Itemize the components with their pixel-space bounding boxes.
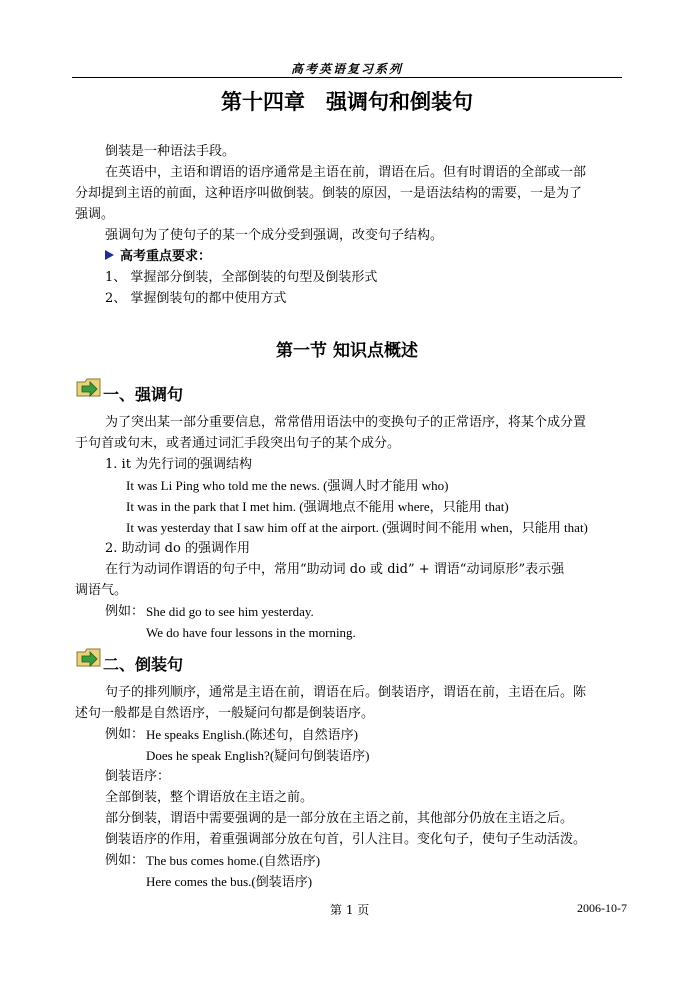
emphasis-example-4: She did go to see him yesterday. [146, 604, 314, 619]
intro-p2-line2: 分却提到主语的前面，这种语序叫做倒装。倒装的原因，一是语法结构的需要，一是为了 [75, 186, 583, 201]
header-rule [72, 77, 622, 78]
emphasis-p1-line1: 为了突出某一部分重要信息，常常借用语法中的变换句子的正常语序，将某个成分置 [105, 415, 587, 430]
emphasis-example-2: It was in the park that I met him. (强调地点不能用 where，只能用 that) [126, 499, 509, 514]
emphasis-p1-line2: 于句首或句末，或者通过词汇手段突出句子的某个成分。 [75, 436, 401, 451]
chapter-title: 第十四章 强调句和倒装句 [221, 90, 473, 114]
section-title: 第一节 知识点概述 [276, 341, 418, 361]
emphasis-example-3: It was yesterday that I saw him off at the airport. (强调时间不能用 when，只能用 that) [126, 520, 588, 535]
emphasis-item-1: 1. it 为先行词的强调结构 [105, 457, 253, 472]
inversion-heading: 二、倒装句 [103, 655, 184, 674]
inversion-p1-line2: 述句一般都是自然语序，一般疑问句都是倒装语序。 [75, 706, 375, 721]
inversion-order-label: 倒装语序： [105, 769, 171, 784]
intro-p3: 强调句为了使句子的某一个成分受到强调，改变句子结构。 [105, 228, 444, 243]
inversion-effect: 倒装语序的作用，着重强调部分放在句首，引人注目。变化句子，使句子生动活泼。 [105, 832, 587, 847]
inversion-example-2: Does he speak English?(疑问句倒装语序) [146, 748, 370, 763]
page-number: 第 1 页 [330, 903, 370, 917]
folder-arrow-icon [76, 376, 102, 398]
inversion-partial: 部分倒装，谓语中需要强调的是一部分放在主语之前，其他部分仍放在主语之后。 [105, 811, 574, 826]
inversion-p1-line1: 句子的排列顺序，通常是主语在前，谓语在后。倒装语序，谓语在前，主语在后。陈 [105, 685, 587, 700]
key-requirements-heading [105, 246, 211, 267]
key-heading-text: 高考重点要求： [120, 249, 212, 264]
intro-p2-line3: 强调。 [75, 207, 115, 222]
inversion-example-1: He speaks English.(陈述句，自然语序) [146, 727, 358, 742]
example-label: 例如： [105, 853, 145, 868]
emphasis-p2-line2: 调语气。 [75, 583, 128, 598]
emphasis-item-2: 2. 助动词 do 的强调作用 [105, 541, 250, 556]
emphasis-example-5: We do have four lessons in the morning. [146, 625, 356, 640]
example-label: 例如： [105, 727, 145, 742]
footer-date: 2006-10-7 [577, 901, 627, 915]
inversion-example-4: Here comes the bus.(倒装语序) [146, 874, 313, 889]
folder-arrow-icon [76, 646, 102, 668]
inversion-example-3: The bus comes home.(自然语序) [146, 853, 321, 868]
example-label: 例如： [105, 604, 145, 619]
emphasis-heading: 一、强调句 [103, 385, 184, 404]
intro-p1: 倒装是一种语法手段。 [105, 144, 236, 159]
requirement-1: 1、 掌握部分倒装，全部倒装的句型及倒装形式 [105, 270, 378, 285]
requirement-2: 2、 掌握倒装句的都中使用方式 [105, 291, 287, 306]
emphasis-p2-line1: 在行为动词作谓语的句子中，常用“助动词 do 或 did” + 谓语“动词原形”表示强 [105, 562, 565, 577]
inversion-full: 全部倒装，整个谓语放在主语之前。 [105, 790, 314, 805]
intro-p2-line1: 在英语中，主语和谓语的语序通常是主语在前，谓语在后。但有时谓语的全部或一部 [105, 165, 587, 180]
emphasis-example-1: It was Li Ping who told me the news. (强调人时才能用 who) [126, 478, 449, 493]
triangle-bullet-icon [105, 250, 114, 260]
running-header: 高考英语复习系列 [290, 62, 403, 76]
